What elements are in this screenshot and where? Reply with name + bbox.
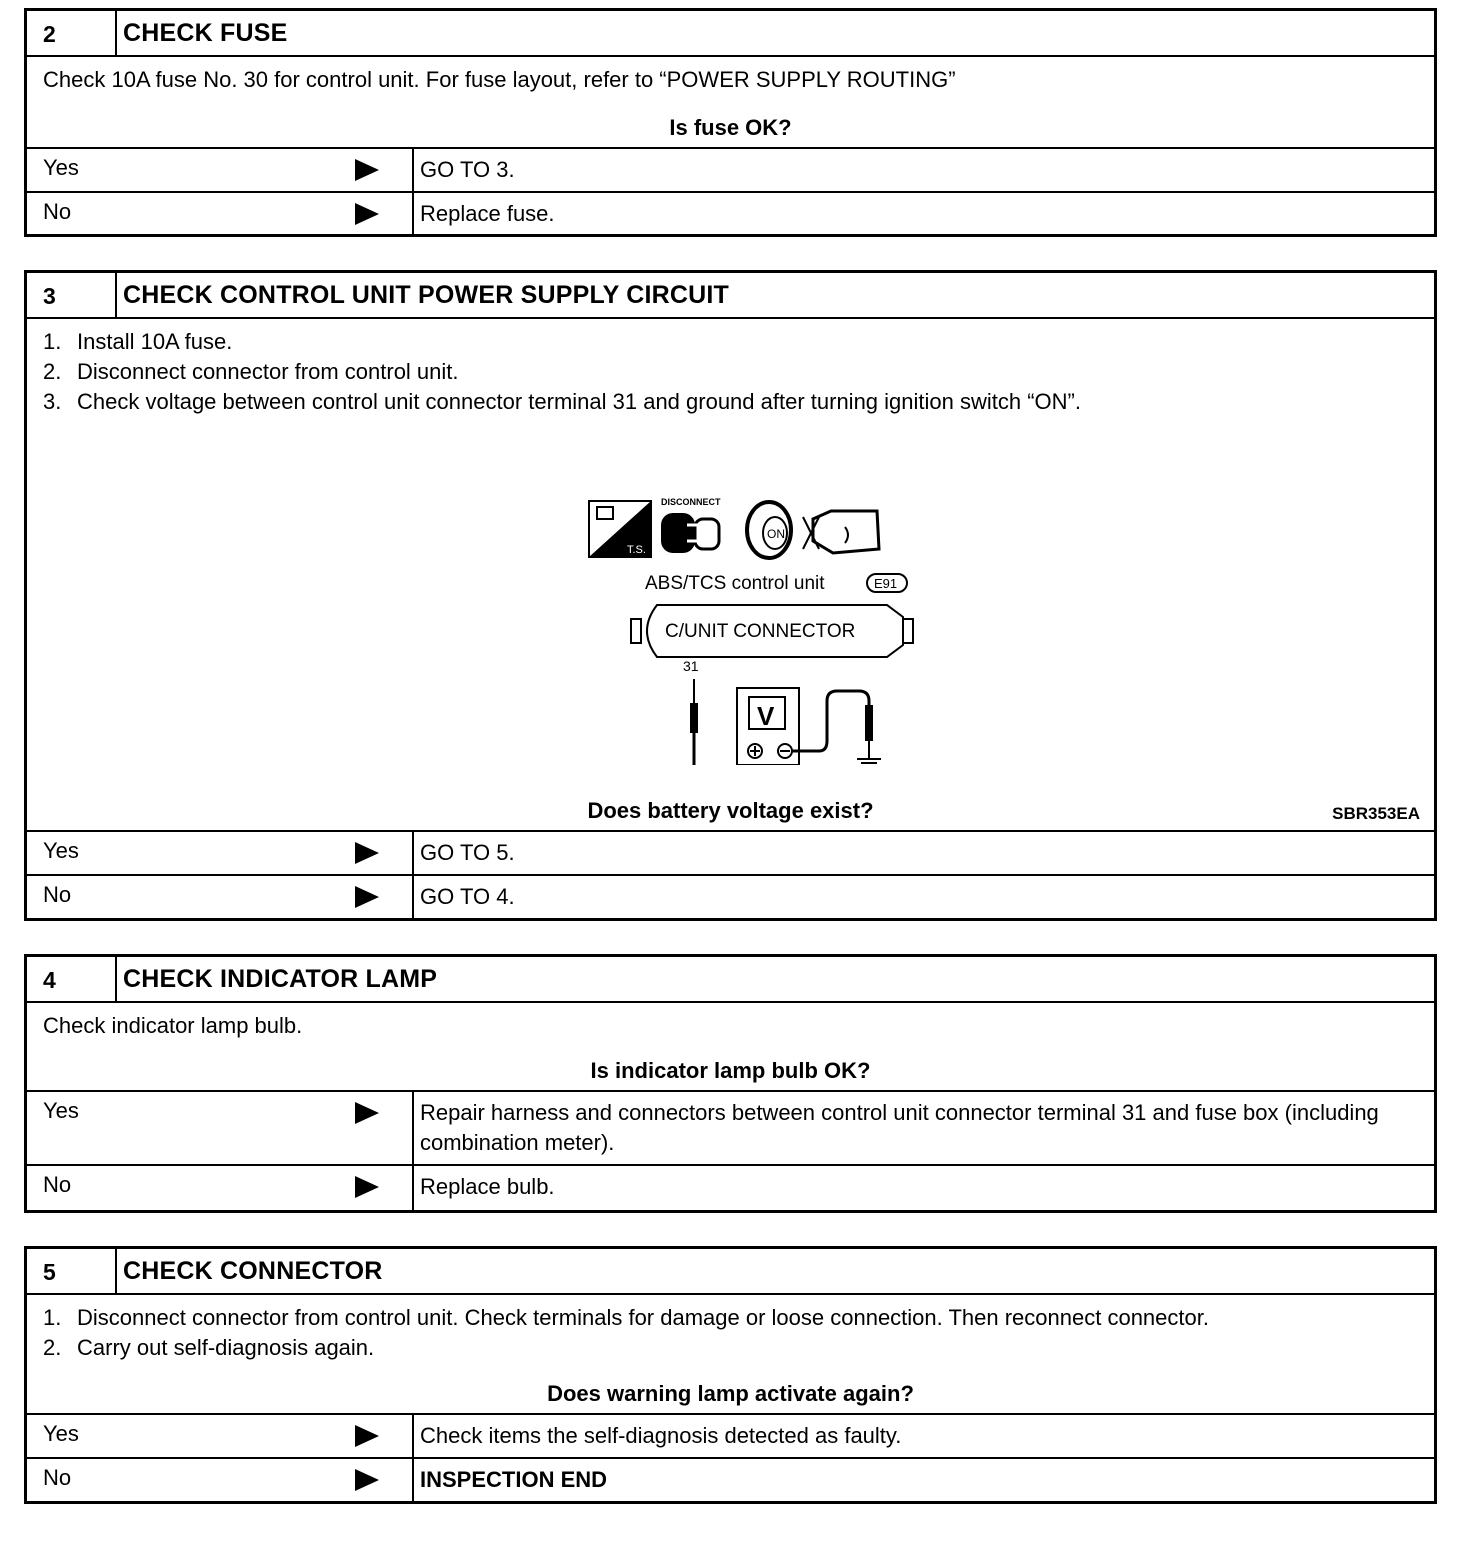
terminal-number: 31 xyxy=(683,658,699,674)
arrow-right-icon xyxy=(355,1425,379,1447)
arrow-right-icon xyxy=(355,886,379,908)
step-header xyxy=(27,11,1434,57)
arrow-right-icon xyxy=(355,842,379,864)
step-instructions xyxy=(27,319,1434,417)
negative-probe xyxy=(865,705,873,741)
step-header xyxy=(27,273,1434,319)
step-body xyxy=(27,1003,1434,1092)
voltage-check-diagram xyxy=(587,445,917,765)
figure-code: SBR353EA xyxy=(1332,804,1420,823)
step-question: Is fuse OK? xyxy=(669,115,792,140)
no-row xyxy=(27,876,1434,918)
step-number: 4 xyxy=(27,957,117,1001)
yes-row xyxy=(27,832,1434,876)
instruction-item: 1. Disconnect connector from control unit. Check terminals for damage or loose connection. Then reconnect connector. xyxy=(43,1305,1209,1330)
step-number: 5 xyxy=(27,1249,117,1293)
no-label: No xyxy=(43,1172,72,1197)
svg-text:DISCONNECT: DISCONNECT xyxy=(661,497,721,507)
step-title: CHECK INDICATOR LAMP xyxy=(123,965,438,993)
yes-action: GO TO 3. xyxy=(420,157,515,182)
step-title: CHECK FUSE xyxy=(123,19,288,47)
no-row xyxy=(27,1459,1434,1501)
step-5-check-connector xyxy=(24,1246,1437,1504)
no-label: No xyxy=(43,882,72,907)
arrow-right-icon xyxy=(355,1102,379,1124)
disconnect-icon xyxy=(661,497,721,553)
yes-row xyxy=(27,149,1434,193)
step-title: CHECK CONTROL UNIT POWER SUPPLY CIRCUIT xyxy=(123,281,729,309)
control-unit-connector xyxy=(631,605,913,657)
test-symbol-icon xyxy=(589,501,651,557)
yes-row xyxy=(27,1092,1434,1166)
yes-label: Yes xyxy=(43,1421,79,1446)
arrow-right-icon xyxy=(355,1176,379,1198)
arrow-right-icon xyxy=(355,203,379,225)
arrow-right-icon xyxy=(355,1469,379,1491)
instruction-item: 2. Carry out self-diagnosis again. xyxy=(43,1335,375,1360)
step-header xyxy=(27,1249,1434,1295)
step-instructions xyxy=(27,1295,1434,1363)
step-number: 3 xyxy=(27,273,117,317)
instruction-item: 1. Install 10A fuse. xyxy=(43,329,233,354)
no-label: No xyxy=(43,1465,72,1490)
no-action: GO TO 4. xyxy=(420,884,515,909)
step-4-check-indicator-lamp xyxy=(24,954,1437,1213)
arrow-right-icon xyxy=(355,159,379,181)
no-label: No xyxy=(43,199,72,224)
connector-code-badge xyxy=(867,574,907,592)
yes-action: GO TO 5. xyxy=(420,840,515,865)
step-body xyxy=(27,1295,1434,1415)
positive-lead xyxy=(694,723,737,765)
step-question: Does warning lamp activate again? xyxy=(547,1381,914,1406)
step-question: Does battery voltage exist? xyxy=(587,798,874,823)
svg-text:E91: E91 xyxy=(874,576,898,591)
step-question: Is indicator lamp bulb OK? xyxy=(590,1058,871,1083)
yes-action: Repair harness and connectors between control unit connector terminal 31 and fuse box (including combination meter). xyxy=(420,1100,1379,1155)
step-body xyxy=(27,319,1434,832)
yes-action: Check items the self-diagnosis detected as faulty. xyxy=(420,1423,902,1448)
svg-text:T.S.: T.S. xyxy=(627,544,646,556)
step-body xyxy=(27,57,1434,149)
yes-row xyxy=(27,1415,1434,1459)
voltmeter xyxy=(737,688,799,765)
no-action: INSPECTION END xyxy=(420,1467,608,1492)
no-action: Replace fuse. xyxy=(420,201,555,226)
no-row xyxy=(27,193,1434,234)
step-2-check-fuse xyxy=(24,8,1437,237)
negative-lead xyxy=(792,691,869,751)
step-description: Check 10A fuse No. 30 for control unit. For fuse layout, refer to “POWER SUPPLY ROUTING” xyxy=(43,67,956,92)
yes-label: Yes xyxy=(43,155,79,180)
no-action: Replace bulb. xyxy=(420,1174,555,1199)
svg-text:ON: ON xyxy=(767,527,785,541)
yes-label: Yes xyxy=(43,838,79,863)
step-description: Check indicator lamp bulb. xyxy=(43,1013,303,1038)
svg-text:V: V xyxy=(757,701,775,731)
connector-label: C/UNIT CONNECTOR xyxy=(665,621,856,642)
no-row xyxy=(27,1166,1434,1210)
control-unit-label: ABS/TCS control unit xyxy=(645,573,825,594)
engine-icon xyxy=(803,511,879,553)
ignition-on-icon xyxy=(747,502,791,558)
step-header xyxy=(27,957,1434,1003)
step-3-check-power-supply xyxy=(24,270,1437,921)
step-number: 2 xyxy=(27,11,117,55)
instruction-item: 3. Check voltage between control unit connector terminal 31 and ground after turning ignition switch “ON”. xyxy=(43,389,1081,414)
yes-label: Yes xyxy=(43,1098,79,1123)
ground-icon xyxy=(857,741,881,763)
instruction-item: 2. Disconnect connector from control unit. xyxy=(43,359,459,384)
step-title: CHECK CONNECTOR xyxy=(123,1257,383,1285)
